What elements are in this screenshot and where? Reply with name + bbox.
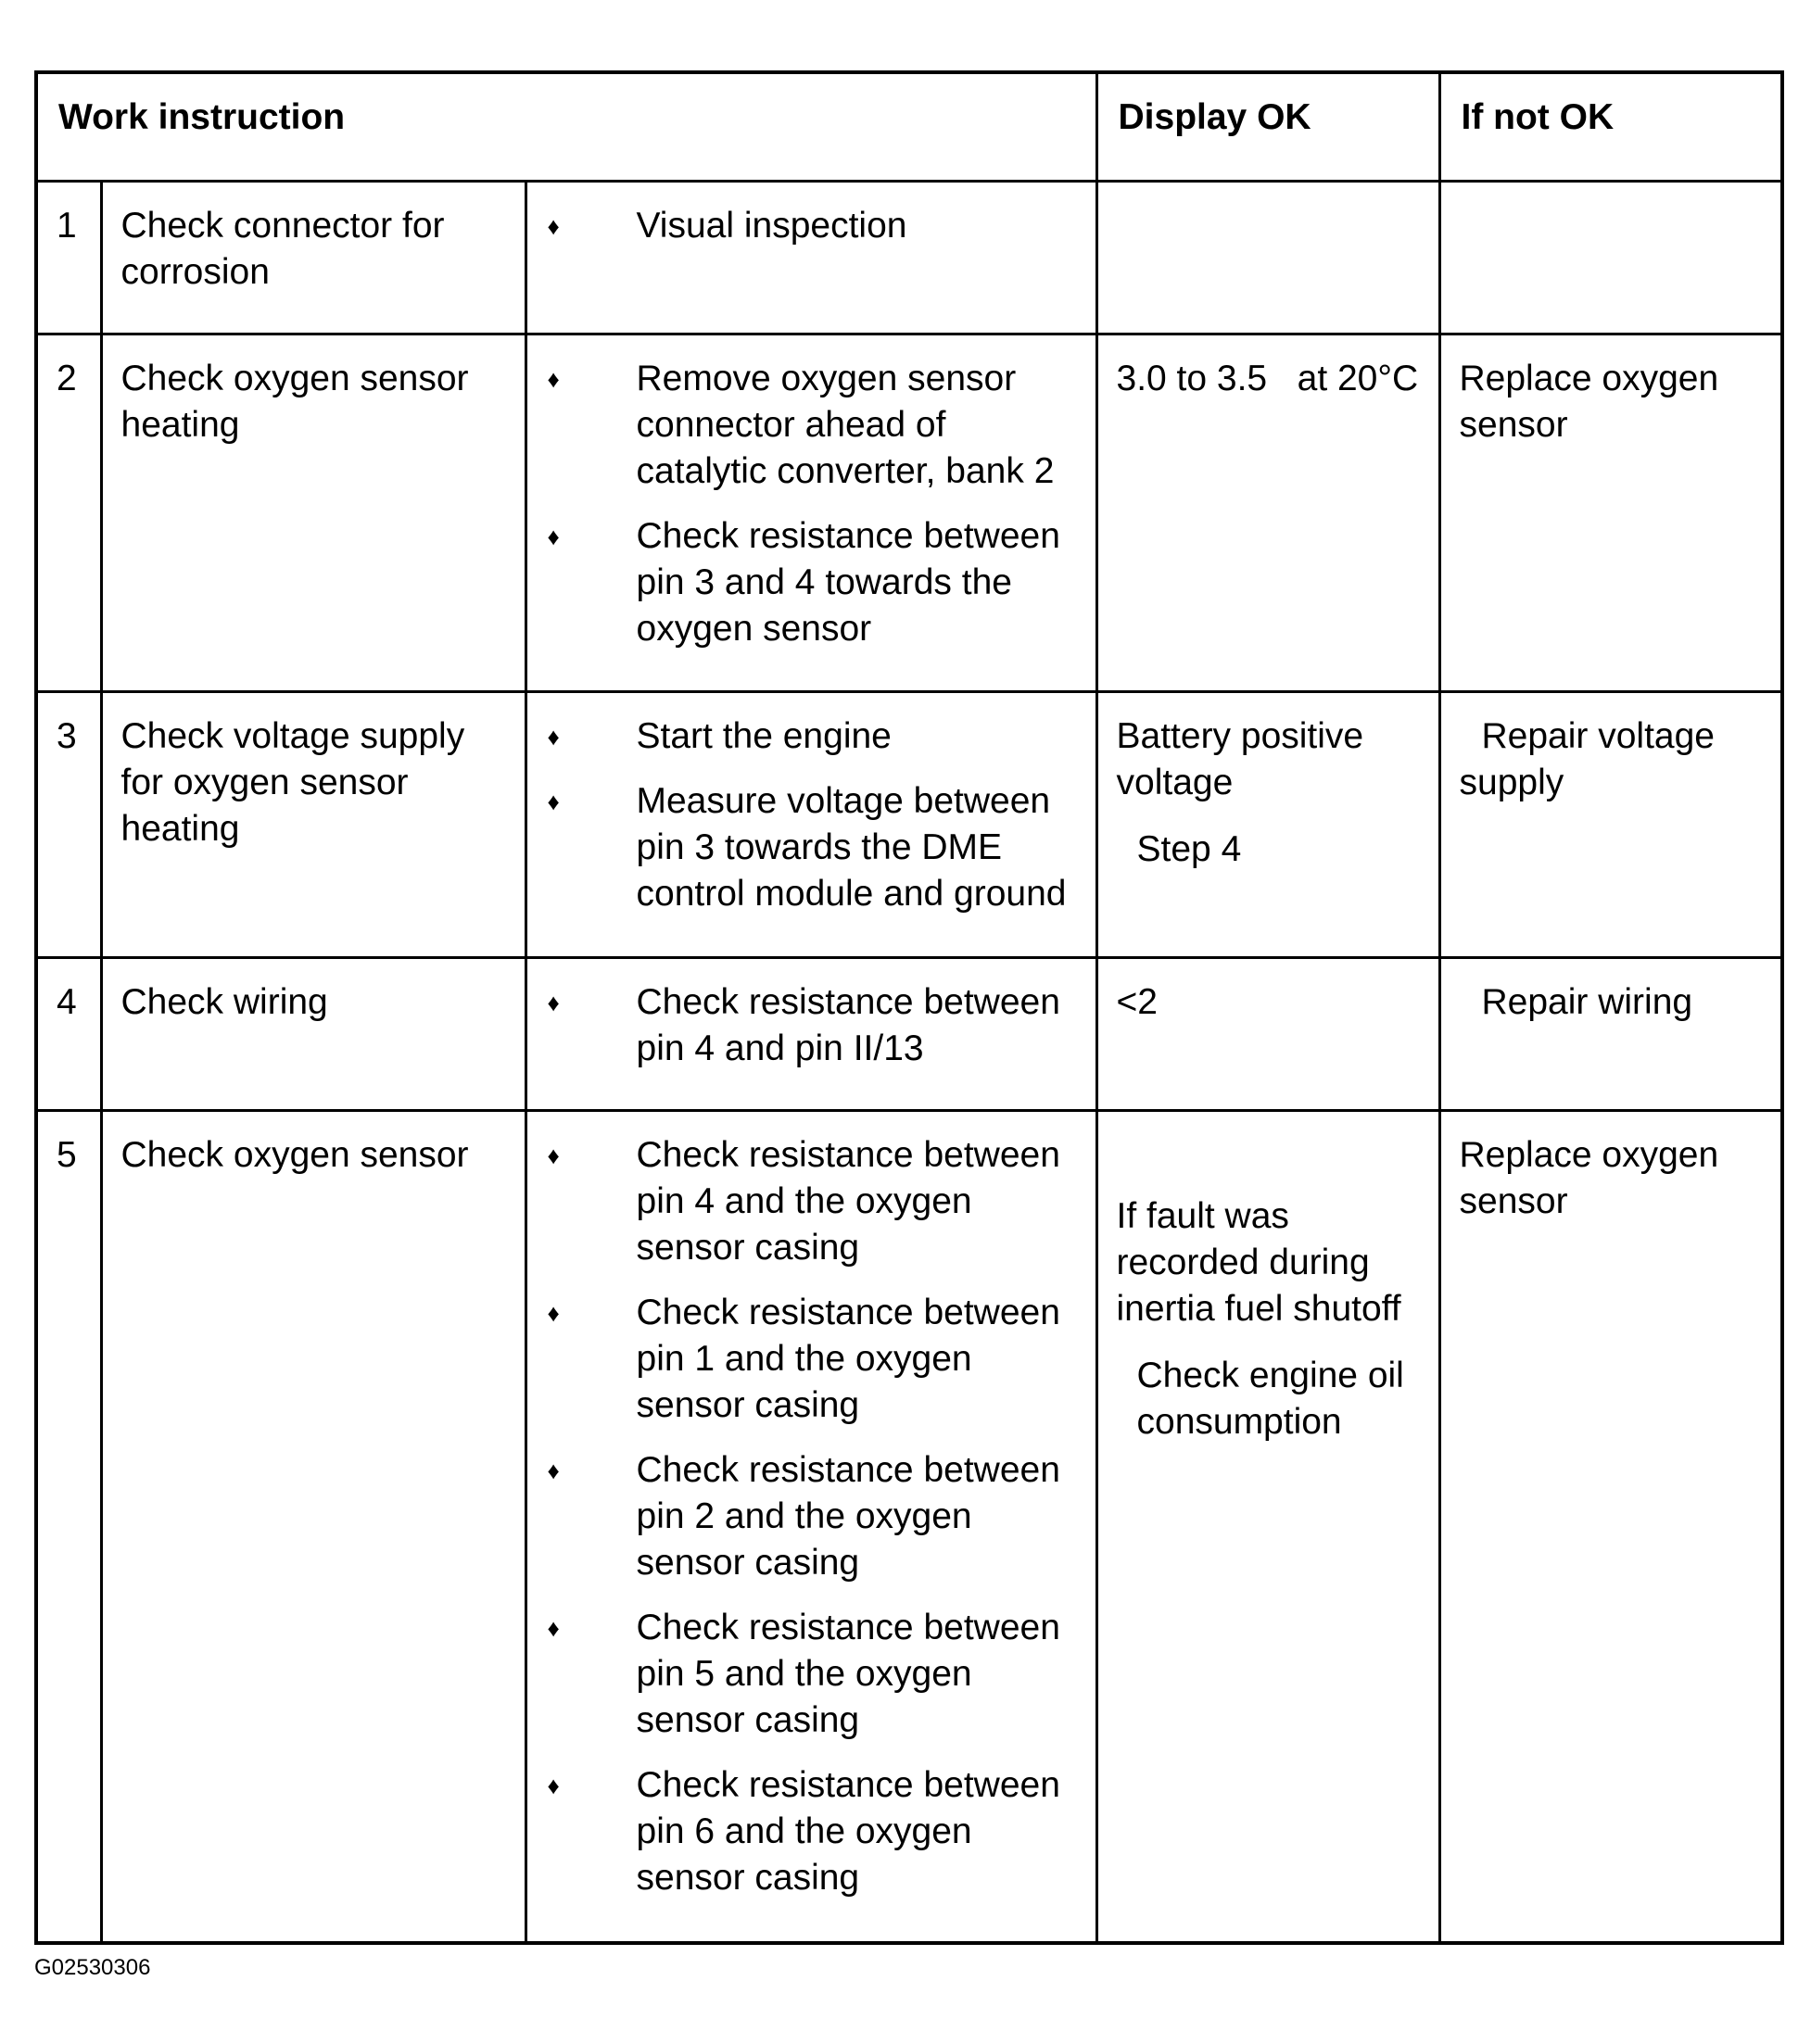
diamond-bullet-icon: ♦ bbox=[547, 1772, 560, 1799]
display-ok-value: Battery positive voltage bbox=[1116, 716, 1364, 802]
list-item bbox=[546, 1605, 1081, 1744]
step-text: Start the engine bbox=[636, 716, 892, 756]
if-not-ok-cell: Replace oxygen sensor bbox=[1439, 334, 1782, 692]
step-text: Check resistance between pin 5 and the oxygen sensor casing bbox=[636, 1608, 1060, 1740]
table-row bbox=[36, 182, 1782, 334]
step-text: Check resistance between pin 4 and pin II/13 bbox=[636, 982, 1060, 1068]
diamond-bullet-icon: ♦ bbox=[547, 1614, 560, 1642]
step-list bbox=[526, 182, 1096, 334]
step-list bbox=[526, 334, 1096, 692]
task-description: Check oxygen sensor bbox=[101, 1111, 526, 1943]
table-row bbox=[36, 958, 1782, 1111]
list-item bbox=[546, 1132, 1081, 1271]
table-row bbox=[36, 1111, 1782, 1943]
list-item bbox=[546, 513, 1081, 652]
step-number: 4 bbox=[36, 958, 101, 1111]
diamond-bullet-icon: ♦ bbox=[547, 365, 560, 393]
step-text: Check resistance between pin 6 and the oxygen sensor casing bbox=[636, 1765, 1060, 1898]
display-ok-value: 3.0 to 3.5 at 20°C bbox=[1116, 359, 1419, 398]
task-description: Check oxygen sensor heating bbox=[101, 334, 526, 692]
display-ok-cell bbox=[1096, 692, 1439, 958]
step-text: Remove oxygen sensor connector ahead of catalytic converter, bank 2 bbox=[636, 359, 1055, 491]
list-item bbox=[546, 356, 1081, 495]
display-ok-cell bbox=[1096, 1111, 1439, 1943]
if-not-ok-cell bbox=[1439, 692, 1782, 958]
step-text: Check resistance between pin 1 and the oxygen sensor casing bbox=[636, 1293, 1060, 1425]
display-ok-next-step: Check engine oil consumption bbox=[1136, 1356, 1404, 1442]
table-row bbox=[36, 334, 1782, 692]
diamond-bullet-icon: ♦ bbox=[547, 989, 560, 1016]
step-number: 2 bbox=[36, 334, 101, 692]
step-text: Check resistance between pin 2 and the oxygen sensor casing bbox=[636, 1450, 1060, 1583]
list-item bbox=[546, 203, 1081, 249]
step-list bbox=[526, 958, 1096, 1111]
step-text: Visual inspection bbox=[636, 206, 907, 246]
work-instruction-sheet bbox=[34, 70, 1780, 1945]
diamond-bullet-icon: ♦ bbox=[547, 723, 560, 751]
header-display-ok: Display OK bbox=[1096, 72, 1439, 182]
task-description: Check wiring bbox=[101, 958, 526, 1111]
table-header-row bbox=[36, 72, 1782, 182]
header-work-instruction: Work instruction bbox=[36, 72, 1096, 182]
if-not-ok-value: Repair voltage supply bbox=[1459, 716, 1715, 802]
display-ok-cell bbox=[1096, 958, 1439, 1111]
figure-code: G02530306 bbox=[34, 1955, 151, 1980]
if-not-ok-value: Repair wiring bbox=[1481, 982, 1693, 1022]
table-row bbox=[36, 692, 1782, 958]
step-list bbox=[526, 1111, 1096, 1943]
display-ok-cell bbox=[1096, 182, 1439, 334]
list-item bbox=[546, 1762, 1081, 1901]
diamond-bullet-icon: ♦ bbox=[547, 212, 560, 240]
list-item bbox=[546, 1447, 1081, 1586]
task-description: Check voltage supply for oxygen sensor heating bbox=[101, 692, 526, 958]
task-description: Check connector for corrosion bbox=[101, 182, 526, 334]
display-ok-cell bbox=[1096, 334, 1439, 692]
if-not-ok-cell: Replace oxygen sensor bbox=[1439, 1111, 1782, 1943]
diamond-bullet-icon: ♦ bbox=[547, 1457, 560, 1484]
work-instruction-table bbox=[34, 70, 1784, 1945]
list-item bbox=[546, 1290, 1081, 1429]
list-item bbox=[546, 713, 1081, 760]
step-text: Measure voltage between pin 3 towards the DME control module and ground bbox=[636, 781, 1067, 914]
step-list bbox=[526, 692, 1096, 958]
list-item bbox=[546, 979, 1081, 1072]
display-ok-next-step: Step 4 bbox=[1136, 829, 1242, 869]
if-not-ok-cell bbox=[1439, 182, 1782, 334]
step-number: 1 bbox=[36, 182, 101, 334]
diamond-bullet-icon: ♦ bbox=[547, 788, 560, 815]
display-ok-value: <2 bbox=[1116, 982, 1158, 1022]
diamond-bullet-icon: ♦ bbox=[547, 523, 560, 550]
step-text: Check resistance between pin 3 and 4 towards the oxygen sensor bbox=[636, 516, 1060, 649]
diamond-bullet-icon: ♦ bbox=[547, 1142, 560, 1169]
step-number: 5 bbox=[36, 1111, 101, 1943]
step-number: 3 bbox=[36, 692, 101, 958]
step-text: Check resistance between pin 4 and the oxygen sensor casing bbox=[636, 1135, 1060, 1268]
if-not-ok-cell bbox=[1439, 958, 1782, 1111]
display-ok-value: If fault was recorded during inertia fuel shutoff bbox=[1116, 1196, 1401, 1329]
header-if-not-ok: If not OK bbox=[1439, 72, 1782, 182]
list-item bbox=[546, 778, 1081, 917]
diamond-bullet-icon: ♦ bbox=[547, 1299, 560, 1327]
